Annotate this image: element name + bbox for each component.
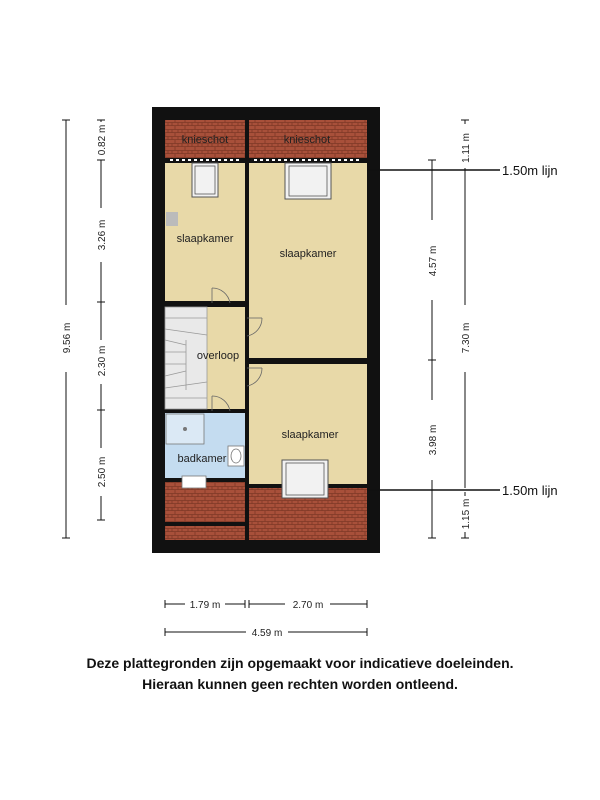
disclaimer-line-2: Hieraan kunnen geen rechten worden ontleend. xyxy=(142,676,458,692)
washbasin xyxy=(228,446,244,466)
label-slaapkamer-left: slaapkamer xyxy=(176,233,234,245)
label-150-bottom: 1.50m lijn xyxy=(502,483,558,498)
label-knieschot-left: knieschot xyxy=(181,134,229,146)
roof-window-bottom-right xyxy=(282,460,328,498)
dim-left-total-label: 9.56 m xyxy=(62,322,73,354)
dim-right-inner xyxy=(428,160,436,538)
dim-right-bottom-label: 1.15 m xyxy=(461,498,472,530)
roof-tiles-bottom-left-lower xyxy=(165,526,245,540)
dim-right-slaapkamer-top-label: 4.57 m xyxy=(428,245,439,277)
label-slaapkamer-bottom-right: slaapkamer xyxy=(281,429,339,441)
dim-right-slaapkamer-bottom-label: 3.98 m xyxy=(428,424,439,456)
dim-width-right-label: 2.70 m xyxy=(292,600,324,611)
dim-left-overloop-label: 2.30 m xyxy=(97,345,108,377)
label-overloop: overloop xyxy=(196,350,240,362)
roof-window-left xyxy=(192,163,218,197)
dim-left-badkamer-label: 2.50 m xyxy=(97,456,108,488)
radiator xyxy=(166,212,178,226)
dim-right-total-label: 7.30 m xyxy=(461,322,472,354)
dim-left-knieschot-label: 0.82 m xyxy=(97,124,108,156)
toilet xyxy=(182,476,206,488)
label-badkamer: badkamer xyxy=(177,453,227,465)
label-knieschot-right: knieschot xyxy=(283,134,331,146)
dim-width-left-label: 1.79 m xyxy=(189,600,221,611)
dim-right-top-label: 1.11 m xyxy=(461,133,472,163)
shower xyxy=(166,414,204,444)
label-slaapkamer-top-right: slaapkamer xyxy=(279,248,337,260)
disclaimer-line-1: Deze plattegronden zijn opgemaakt voor indicatieve doeleinden. xyxy=(86,655,514,671)
label-150-top: 1.50m lijn xyxy=(502,163,558,178)
roof-window-top-right xyxy=(285,163,331,199)
dim-left-slaapkamer-label: 3.26 m xyxy=(97,219,108,251)
dim-width-total-label: 4.59 m xyxy=(251,628,283,639)
